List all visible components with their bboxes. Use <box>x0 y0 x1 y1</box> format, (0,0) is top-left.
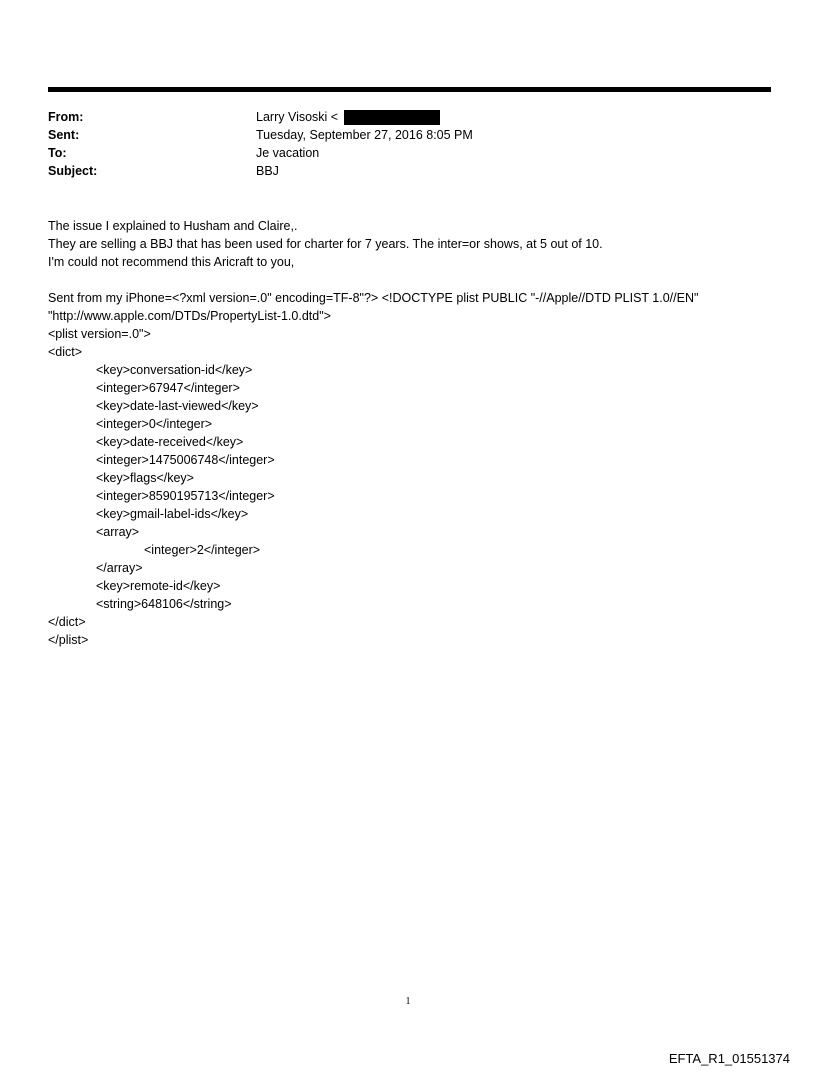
plist-open: <plist version=.0"> <box>48 327 151 341</box>
plist-line: <key>gmail-label-ids</key> <box>96 507 249 521</box>
page-number: 1 <box>405 996 411 1007</box>
subject-row <box>48 162 771 180</box>
plist-close: </plist> <box>48 633 89 647</box>
from-label: From: <box>48 110 84 124</box>
body-line-3: I'm could not recommend this Aricraft to you, <box>48 255 295 269</box>
from-name: Larry Visoski < <box>256 110 339 124</box>
email-header <box>48 108 771 180</box>
sent-row <box>48 126 771 144</box>
plist-line: <key>remote-id</key> <box>96 579 221 593</box>
email-body <box>48 217 771 649</box>
from-value <box>256 108 440 126</box>
plist-line: <integer>8590195713</integer> <box>96 489 275 503</box>
body-line-2: They are selling a BBJ that has been used for charter for 7 years. The inter=or shows, at 5 out of 10. <box>48 237 603 251</box>
subject-value: BBJ <box>256 164 279 178</box>
plist-array-item: <integer>2</integer> <box>144 543 261 557</box>
bates-number: EFTA_R1_01551374 <box>668 1051 790 1066</box>
plist-line: <integer>67947</integer> <box>96 381 240 395</box>
plist-line: <string>648106</string> <box>96 597 232 611</box>
plist-line: </array> <box>96 561 143 575</box>
paragraph-spacer <box>48 271 771 289</box>
dict-open: <dict> <box>48 345 83 359</box>
plist-line: <integer>1475006748</integer> <box>96 453 275 467</box>
plist-line: <key>conversation-id</key> <box>96 363 253 377</box>
plist-line: <key>date-received</key> <box>96 435 244 449</box>
body-line-1: The issue I explained to Husham and Claire,. <box>48 219 298 233</box>
plist-line: <integer>0</integer> <box>96 417 213 431</box>
plist-line: <key>date-last-viewed</key> <box>96 399 259 413</box>
header-rule <box>48 87 771 92</box>
plist-line: <array> <box>96 525 140 539</box>
to-label: To: <box>48 146 67 160</box>
redaction-box <box>344 110 440 125</box>
sent-value: Tuesday, September 27, 2016 8:05 PM <box>256 128 473 142</box>
sent-label: Sent: <box>48 128 80 142</box>
from-row <box>48 108 771 126</box>
to-row <box>48 144 771 162</box>
subject-label: Subject: <box>48 164 98 178</box>
dict-close: </dict> <box>48 615 86 629</box>
signature-line-1: Sent from my iPhone=<?xml version=.0" encoding=TF-8"?> <!DOCTYPE plist PUBLIC "-//Apple//DTD PLIST 1.0//EN" <box>48 291 699 305</box>
signature-line-2: "http://www.apple.com/DTDs/PropertyList-1.0.dtd"> <box>48 309 331 323</box>
to-value: Je vacation <box>256 146 320 160</box>
plist-line: <key>flags</key> <box>96 471 194 485</box>
